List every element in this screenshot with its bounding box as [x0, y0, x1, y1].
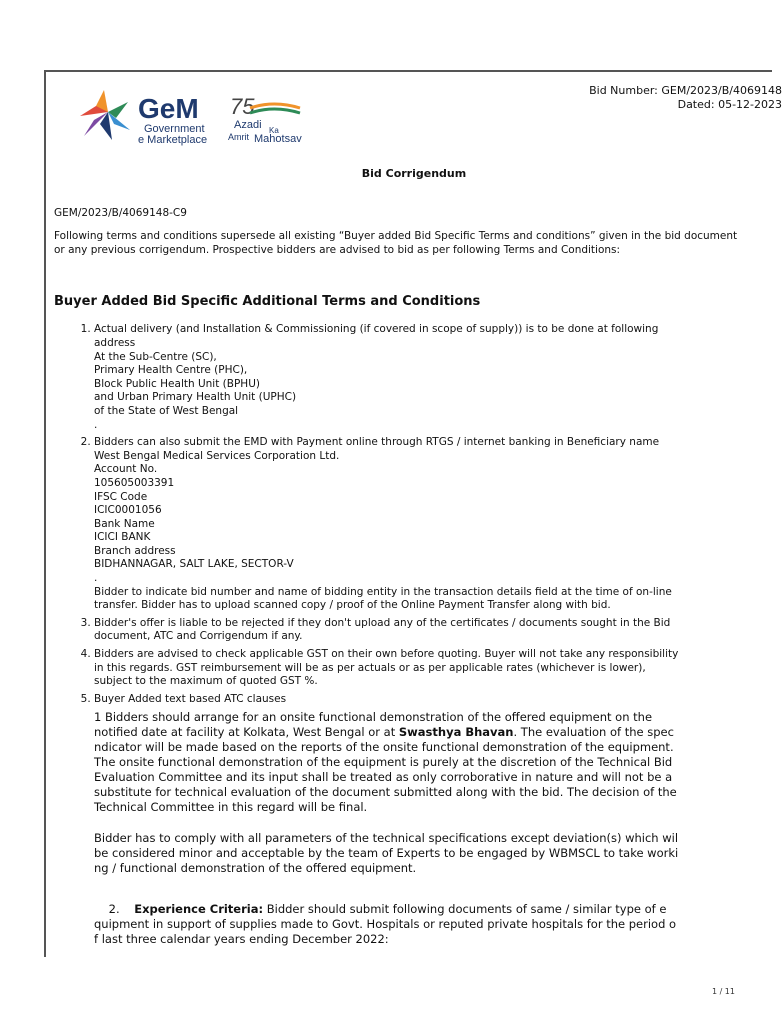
- svg-text:e Marketplace: e Marketplace: [138, 134, 208, 146]
- svg-text:Azadi: Azadi: [234, 119, 262, 131]
- svg-text:Amrit: Amrit: [228, 132, 249, 142]
- page-number: 1 / 11: [711, 987, 735, 996]
- atc-paragraph-3: 2. Experience Criteria: Bidder should submit following documents of same / similar type of e quipment in support of supplies made to Govt. Hospitals or reputed private hospitals for the period o f last three calendar years ending December 2022:: [94, 902, 677, 947]
- svg-text:75: 75: [230, 94, 255, 119]
- gem-logo: [64, 80, 344, 150]
- term-item: 2. Bidders can also submit the EMD with Payment online through RTGS / internet banking in Beneficiary name West Bengal Medical Services Corporation Ltd. Account No. 105605003391 IFSC Code ICIC0001056 Bank Name ICICI BANK Branch address BIDHANNAGAR, SALT LAKE, SECTOR-V . Bidder to indicate bid number and name of bidding entity in the transaction details field at the time of on-line transfer. Bidder has to upload scanned copy / proof of the Online Payment Transfer along with bid.: [94, 436, 774, 613]
- svg-text:Mahotsav: Mahotsav: [254, 133, 302, 145]
- bid-date: Dated: 05-12-2023: [677, 98, 782, 111]
- gem-logo-text: GeM: [138, 93, 199, 124]
- term-item: 4. Bidders are advised to check applicable GST on their own before quoting. Buyer will not take any responsibility in this regards. GST reimbursement will be as per actuals or as per applicable rates (whichever is lower), subject to the maximum of quoted GST %.: [94, 648, 774, 689]
- bid-number: Bid Number: GEM/2023/B/4069148: [589, 84, 782, 97]
- gem-star-icon: [80, 90, 130, 140]
- atc-paragraph-2: Bidder has to comply with all parameters of the technical specifications except deviation(s) which wil be considered minor and acceptable by the team of Experts to be engaged by WBMSCL to take worki ng / functional demonstration of the offered equipment.: [94, 831, 679, 876]
- atc-clauses: [94, 710, 774, 947]
- terms-list: [54, 323, 774, 706]
- atc-paragraph-1: 1 Bidders should arrange for an onsite functional demonstration of the offered equipment on the notified date at facility at Kolkata, West Bengal or at Swasthya Bhavan. The evaluation of the spec ndicator will be made based on the reports of the onsite functional demonstration of the equipment. The onsite functional demonstration of the equipment is purely at the discretion of the Technical Bid Evaluation Committee and its input shall be treated as only corroborative in nature and will not be a substitute for technical evaluation of the document submitted along with the bid. The decision of the Technical Committee in this regard will be final.: [94, 710, 677, 815]
- intro-paragraph: Following terms and conditions supersede all existing “Buyer added Bid Specific Terms and conditions” given in the bid document or any previous corrigendum. Prospective bidders are advised to bid as per following Terms and Conditions:: [54, 229, 738, 256]
- section-title: Buyer Added Bid Specific Additional Terms and Conditions: [54, 294, 481, 310]
- term-item: 3. Bidder's offer is liable to be rejected if they don't upload any of the certificates / documents sought in the Bid document, ATC and Corrigendum if any.: [94, 617, 774, 644]
- svg-text:Ka: Ka: [269, 126, 279, 135]
- azadi-logo: [228, 94, 302, 145]
- document-title: Bid Corrigendum: [361, 167, 467, 180]
- bid-meta: [522, 84, 782, 112]
- document-page: [44, 70, 782, 957]
- term-item: 1. Actual delivery (and Installation & Commissioning (if covered in scope of supply)) is to be done at following address At the Sub-Centre (SC), Primary Health Centre (PHC), Block Public Health Unit (BPHU) and Urban Primary Health Unit (UPHC) of the State of West Bengal .: [94, 323, 774, 432]
- svg-text:Government: Government: [144, 123, 205, 135]
- document-header: [54, 72, 782, 167]
- term-item: 5. Buyer Added text based ATC clauses: [94, 693, 774, 707]
- bid-reference: GEM/2023/B/4069148-C9: [54, 207, 187, 219]
